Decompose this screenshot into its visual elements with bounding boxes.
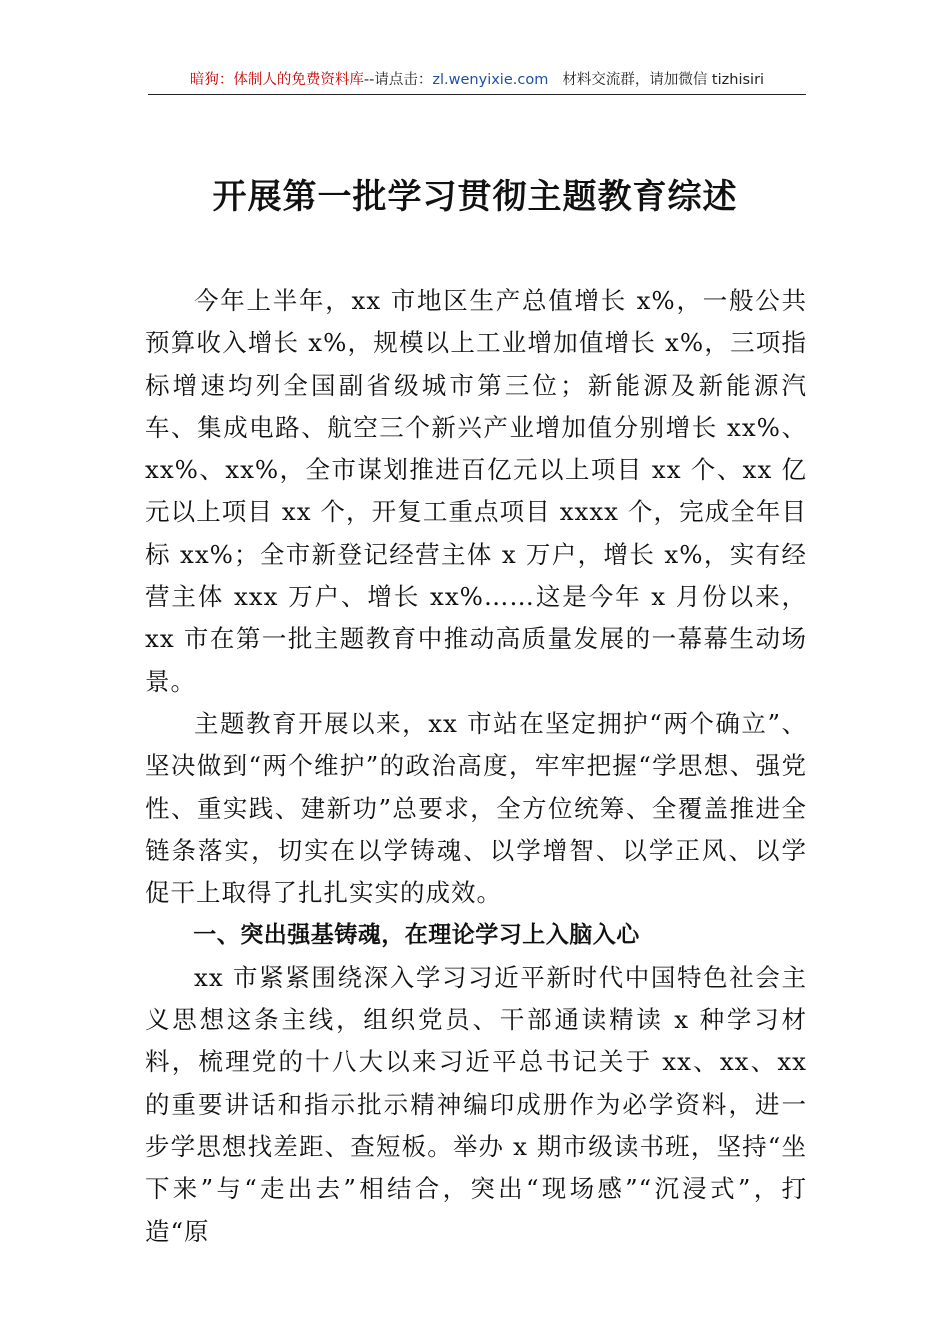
header-wechat-text: 材料交流群，请加微信 tizhisiri xyxy=(562,72,765,88)
paragraph-intro: 今年上半年，xx 市地区生产总值增长 x%，一般公共预算收入增长 x%，规模以上工业增加值增长 x%，三项指标增速均列全国副省级城市第三位；新能源及新能源汽车、集成电路、航空三个新兴产业增加值分别增长 xx%、xx%、xx%，全市谋划推进百亿元以上项目 xx 个、xx 亿元以上项目 xx 个，开复工重点项目 xxxx 个，完成全年目标 xx%；全市新登记经营主体 x 万户，增长 x%，实有经营主体 xxx 万户、增长 xx%……这是今年 x 月份以来，xx 市在第一批主题教育中推动高质量发展的一幕幕生动场景。 xyxy=(145,286,807,696)
header-url-link[interactable]: zl.wenyixie.com xyxy=(432,72,549,88)
document-body xyxy=(145,280,807,1253)
paragraph-overview: 主题教育开展以来，xx 市站在坚定拥护“两个确立”、坚决做到“两个维护”的政治高度，牢牢把握“学思想、强党性、重实践、建新功”总要求，全方位统筹、全覆盖推进全链条落实，切实在以学铸魂、以学增智、以学正风、以学促干上取得了扎扎实实的成效。 xyxy=(145,708,807,908)
page-header-banner xyxy=(148,70,806,95)
document-title: 开展第一批学习贯彻主题教育综述 xyxy=(212,177,738,217)
section-1-paragraph: xx 市紧紧围绕深入学习习近平新时代中国特色社会主义思想这条主线，组织党员、干部通读精读 x 种学习材料，梳理党的十八大以来习近平总书记关于 xx、xx、xx 的重要讲话和指示批示精神编印成册作为必学资料，进一步学思想找差距、查短板。举办 x 期市级读书班，坚持“坐下来”与“走出去”相结合，突出“现场感”“沉浸式”，打造“原 xyxy=(145,962,807,1246)
header-brand-text: 暗狗：体制人的免费资料库 xyxy=(189,72,364,88)
header-separator-text: --请点击： xyxy=(363,72,433,88)
section-heading-1: 一、突出强基铸魂，在理论学习上入脑入心 xyxy=(193,922,640,949)
